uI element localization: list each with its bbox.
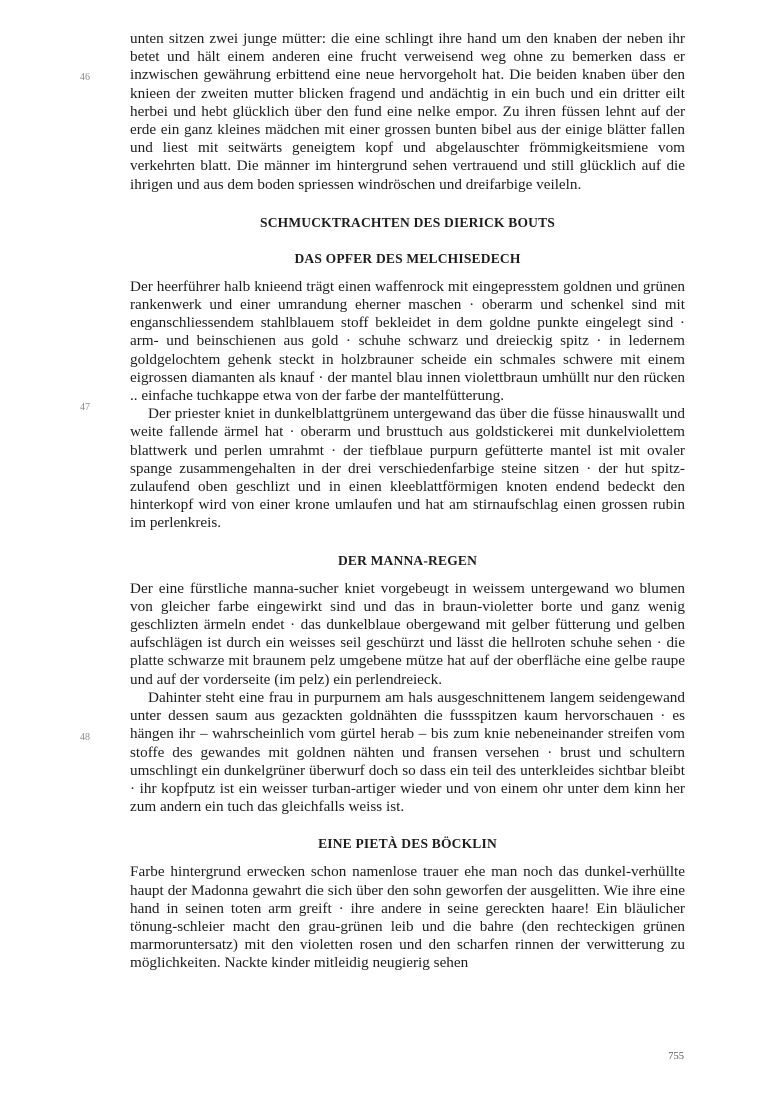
subsection-2-title: DER MANNA-REGEN (337, 552, 478, 568)
margin-line-number-46: 46 (80, 72, 90, 83)
margin-line-number-48: 48 (80, 732, 90, 743)
subsection-1-paragraph-1: Der heerführer halb knieend trägt einen waffenrock mit eingepresstem goldnen und grünen rankenwerk und einer umrandung eherner maschen · oberarm und schenkel sind mit enganschliessendem stahlblauem stoff bekleidet in dem goldne punkte eingelegt sind · arm- und beinschienen aus gold · schuhe schwarz und dreieckig spitz · in ledernem goldgelochtem gehenk steckt in holzbrauner scheide ein schmales schwere mit einem eigrossen diamanten als knauf · der mantel blau innen violettbraun umhüllt nur den rücken .. einfache tuchkappe etwa von der farbe der mantelfütterung. (130, 277, 685, 405)
page-number: 755 (668, 1051, 684, 1062)
subsection-2-paragraph-2: Dahinter steht eine frau in purpurnem am hals ausgeschnittenem langem seidengewand unter dessen saum aus gezackten goldnähten die fussspitzen kaum hervorschauen · es hängen ihr – wahrscheinlich vom gürtel herab – bis zum knie nebeneinander streifen vom stoffe des gewandes mit goldnen nähten und fransen versehen · brust und schultern umschlingt ein dunkelgrüner überwurf doch so dass ein teil des unterkleides sichtbar bleibt · ihr kopfputz ist ein weisser turban-artiger wieder und von einem ohr unter dem kinn her zum andern ein tuch das gleichfalls weiss ist. (130, 688, 685, 816)
margin-line-number-47: 47 (80, 402, 90, 413)
opening-paragraph: unten sitzen zwei junge mütter: die eine schlingt ihre hand um den knaben der neben ihr betet und hält einem anderen eine frucht verweisend weg ohne zu bemerken dass er inzwischen gewährung erbittend eine neue hervorgeholt hat. Die beiden knaben über den knieen der zweiten mutter blicken fragend und andächtig in ein buch und ein dritter eilt herbei und hebt glücklich über den fund eine nelke empor. Zu ihren füssen lehnt auf der erde ein ganz kleines mädchen mit einer grossen bunten bibel aus der einige blätter fallen und liest mit seitwärts geneigtem kopf und abgelauschter frömmigkeitsmiene vom verkehrten blatt. Die männer im hintergrund sehen vertrauend und still glücklich auf die ihrigen und aus dem boden spriessen windröschen und dreifarbige veileln. (130, 30, 685, 193)
section-2-title: EINE PIETÀ DES BÖCKLIN (318, 836, 497, 852)
subsection-1-paragraph-2: Der priester kniet in dunkelblattgrünem untergewand das über die füsse hinauswallt und weite fallende ärmel hat · oberarm und brusttuch aus goldstickerei mit dunkelviolettem blattwerk und perlen umrahmt · der tiefblaue purpurn gefütterte mantel ist mit ovaler spange zusammengehalten in der drei verschiedenfarbige steine sitzen · der hut spitz-zulaufend oben geschlizt und in einen kleeblattförmigen knoten endend bedeckt den hinterkopf wird von einer krone umlaufen und hat am stirnaufschlag einen grossen rubin im perlenkreis. (130, 405, 685, 532)
section-title: SCHMUCKTRACHTEN DES DIERICK BOUTS (259, 214, 556, 230)
page-body (130, 30, 685, 973)
subsection-2-paragraph-1: Der eine fürstliche manna-sucher kniet vorgebeugt in weissem untergewand wo blumen von gleicher farbe eingewirkt sind und das in braun-violetter borte und ganz wenig geschlizten ärmeln endet · das dunkelblaue obergewand mit gelber fütterung und gelben aufschlägen ist durch ein weisses seil geschürzt und lässt die hellroten schuhe sehen · die platte schwarze mit braunem pelz umgebene mütze hat auf der oberfläche eine gelbe raupe und auf der vorderseite (im pelz) ein perlendreieck. (130, 579, 685, 688)
subsection-1-title: DAS OPFER DES MELCHISEDECH (294, 250, 521, 266)
section-2-paragraph-1: Farbe hintergrund erwecken schon namenlose trauer ehe man noch das dunkel-verhüllte haupt der Madonna gewahrt die sich über den sohn geworfen der ausgelitten. Wie ihre eine hand in seinen toten arm greift · ihre andere in seine gereckten haare! Ein bläulicher tönung-schleier macht den grau-grünen leib und die bahre (den rechteckigen grünen marmoruntersatz) mit den violetten rosen und den scharfen rinnen der verwitterung zu möglichkeiten. Nackte kinder mitleidig neugierig sehen (130, 863, 685, 972)
